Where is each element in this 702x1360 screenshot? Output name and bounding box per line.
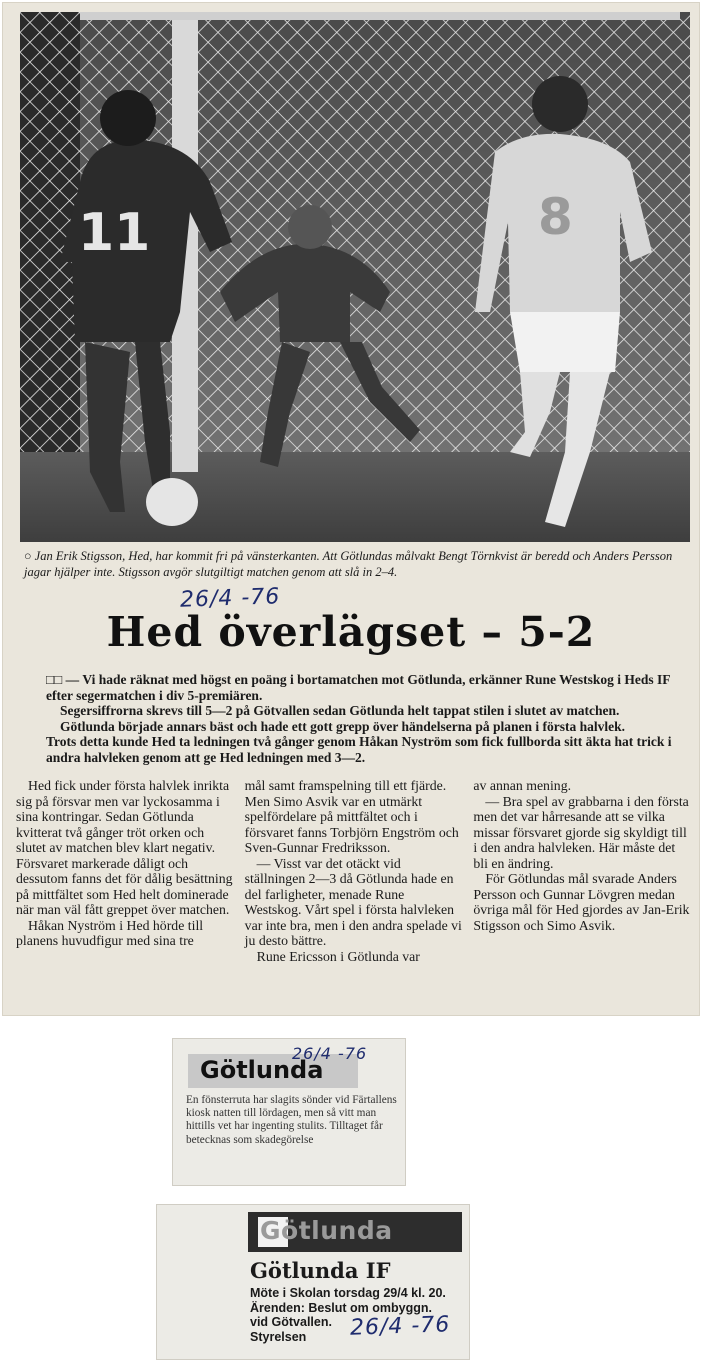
meeting-line: Ärenden: Beslut om ombyggn.	[250, 1300, 432, 1315]
article-column-2	[245, 778, 464, 964]
handwritten-date: 26/4 -76	[179, 584, 281, 613]
lead-paragraph: Götlunda började annars bäst och hade ett gott grepp över händelserna på planen i första halvlek.	[60, 718, 626, 734]
body-paragraph: av annan mening.	[473, 778, 572, 793]
meeting-line: vid Götvallen.	[250, 1315, 332, 1329]
handwritten-date: 26/4 -76	[292, 1044, 368, 1063]
meeting-subtitle: Götlunda IF	[250, 1258, 391, 1283]
lead-paragraph: □□ — Vi hade räknat med högst en poäng i bortamatchen mot Götlunda, erkänner Rune Westskog i Heds IF efter segermatchen i div 5-premiären.	[46, 672, 670, 703]
title-initial: G	[260, 1216, 282, 1245]
article-column-3	[473, 778, 692, 964]
body-paragraph: Rune Ericsson i Götlunda var	[256, 948, 420, 964]
newspaper-clipping-notice	[172, 1038, 406, 1186]
newspaper-clipping-main	[2, 2, 700, 1016]
lead-paragraph: Trots detta kunde Hed ta ledningen två gånger genom Håkan Nyström som fick fullborda sitt äkta hat trick i andra halvleken genom att ge Hed ledningen med 3—2.	[46, 734, 672, 765]
article-lead	[46, 672, 678, 765]
lead-paragraph: Segersiffrorna skrevs till 5—2 på Götvallen sedan Götlunda helt tappat stilen i slutet av matchen.	[60, 703, 620, 718]
meeting-line: Styrelsen	[250, 1329, 307, 1344]
meeting-line: Möte i Skolan torsdag 29/4 kl. 20.	[250, 1286, 446, 1300]
notice-title: Götlunda	[200, 1056, 324, 1084]
notice-body: En fönsterruta har slagits sönder vid Färtallens kiosk natten till lördagen, men så vitt man hittills vet har ingenting stulits. Tilltaget får betecknas som skadegörelse	[186, 1094, 397, 1146]
article-body	[16, 778, 692, 964]
football-photo	[20, 12, 690, 542]
meeting-title	[260, 1216, 393, 1245]
body-paragraph: För Götlundas mål svarade Anders Persson och Gunnar Lövgren medan övriga mål för Hed gjordes av Jan-Erik Stigsson och Simo Asvik.	[473, 871, 690, 933]
svg-text:11: 11	[78, 203, 151, 263]
body-paragraph: — Bra spel av grabbarna i den första men det var hårresande att se vilka missar försvaret gjorde sig skyldigt till i den andra halvleken. Här måste det bli en ändring.	[473, 793, 689, 871]
svg-text:8: 8	[538, 188, 573, 246]
title-rest: ötlunda	[281, 1216, 393, 1245]
photo-caption: ○ Jan Erik Stigsson, Hed, har kommit fri på vänsterkanten. Att Götlundas målvakt Bengt Törnkvist är beredd och Anders Persson jagar hjälper inte. Stigsson avgör slutgiltigt matchen genom att slå in 2–4.	[24, 549, 673, 579]
handwritten-date: 26/4 -76	[349, 1312, 451, 1341]
body-paragraph: — Visst var det otäckt vid ställningen 2—3 då Götlunda hade en del farligheter, menade Rune Westskog. Vårt spel i första halvleken var inte bra, men i den andra spelade vi ju desto bättre.	[244, 855, 462, 948]
body-paragraph: Hed fick under första halvlek inrikta sig på försvar men var lyckosamma i sina kontringar. Sedan Götlunda kvitterat två gånger tröt orken och slutet av matchen blev klart negativ. Försvaret markerade dåligt och dessutom fanns det för dålig besättning på mittfältet som Hed helt dominerade när man väl fått greppet över matchen.	[16, 778, 233, 917]
photo-illustration	[20, 12, 690, 542]
article-headline: Hed överlägset – 5-2	[106, 608, 596, 656]
body-paragraph: mål samt framspelning till ett fjärde. Men Simo Asvik var en utmärkt spelfördelare på mittfältet och i försvaret fanns Torbjörn Engström och Sven-Gunnar Fredriksson.	[244, 778, 459, 855]
article-column-1	[16, 778, 235, 964]
body-paragraph: Håkan Nyström i Hed hörde till planens huvudfigur med sina tre	[16, 917, 204, 948]
newspaper-clipping-meeting	[156, 1204, 470, 1360]
